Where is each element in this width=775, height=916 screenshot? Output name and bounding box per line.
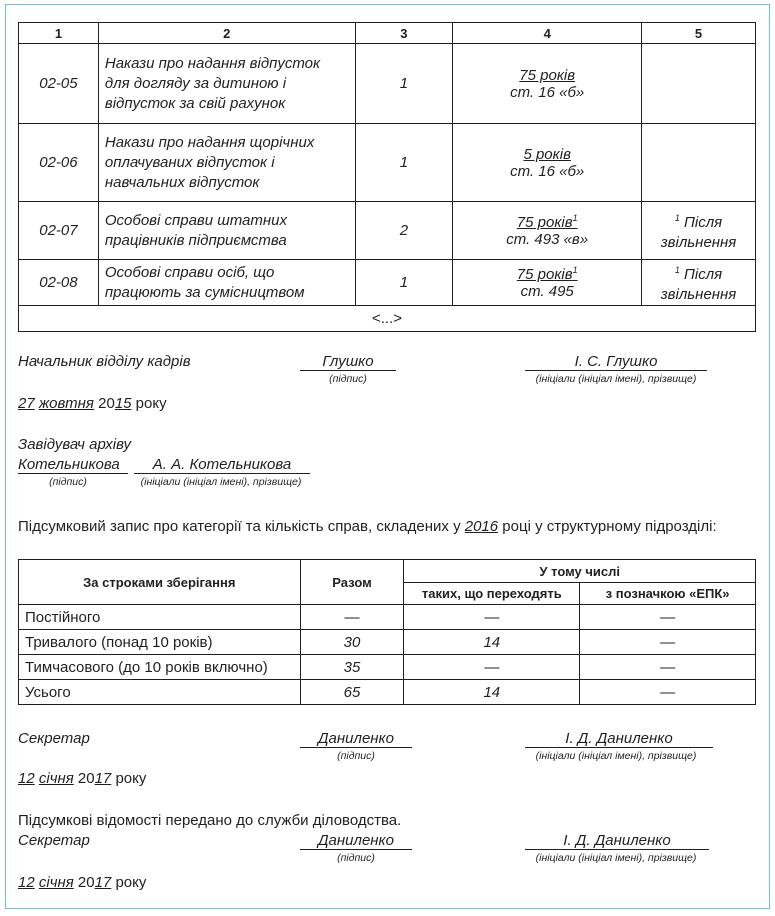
retention-term <box>453 124 642 202</box>
col-header-5: 5 <box>642 23 756 44</box>
case-index: 02-08 <box>19 260 99 306</box>
hr-head-name <box>525 353 707 371</box>
case-title: Особові справи осіб, що працюють за сумісництвом <box>98 260 355 306</box>
date-year <box>78 874 111 891</box>
name-text: І. Д. Даниленко <box>525 832 709 850</box>
row-transferring: — <box>404 605 580 630</box>
case-index: 02-07 <box>19 202 99 260</box>
archive-head-position: Завідувач архіву <box>18 436 131 453</box>
date-year-suffix: 17 <box>94 770 112 787</box>
footnote-mark: 1 <box>572 265 578 275</box>
case-index: 02-05 <box>19 44 99 124</box>
hr-head-position: Начальник відділу кадрів <box>18 353 191 370</box>
case-note <box>642 202 756 260</box>
summary-table <box>18 559 756 705</box>
col-header-2: 2 <box>98 23 355 44</box>
row-label: Тимчасового (до 10 років включно) <box>19 655 301 680</box>
retention-term <box>453 202 642 260</box>
name-text: І. Д. Даниленко <box>525 730 713 748</box>
name-text: А. А. Котельникова <box>134 456 310 474</box>
date-word: року <box>115 874 147 891</box>
date-day: 12 <box>18 770 35 787</box>
col-header-4: 4 <box>453 23 642 44</box>
case-note <box>642 44 756 124</box>
signature-text: Глушко <box>300 353 396 371</box>
row-transferring: 14 <box>404 680 580 705</box>
signature-caption: (підпис) <box>329 373 367 385</box>
case-title: Накази про надання щорічних оплачуваних відпусток і навчальних відпусток <box>98 124 355 202</box>
retention-term <box>453 44 642 124</box>
header-epk: з позначкою «ЕПК» <box>580 583 756 605</box>
date-month: жовтня <box>38 395 94 412</box>
footnote-mark: 1 <box>674 265 680 275</box>
date-year-prefix: 20 <box>98 395 115 412</box>
signature-text: Даниленко <box>300 730 412 748</box>
table-row <box>19 124 756 202</box>
term-article: ст. 495 <box>520 283 574 300</box>
term-value: 75 років <box>519 66 576 84</box>
secretary-1-position: Секретар <box>18 730 90 747</box>
case-title: Накази про надання відпусток для догляду за дитиною і відпусток за свій рахунок <box>98 44 355 124</box>
archive-head-signature <box>18 456 128 474</box>
header-transferring: таких, що переходять <box>404 583 580 605</box>
row-label: Усього <box>19 680 301 705</box>
name-caption: (ініціали (ініціал імені), прізвище) <box>535 373 697 385</box>
date-year-prefix: 20 <box>77 770 95 787</box>
hr-head-signature <box>300 353 396 371</box>
term-value-text: 75 років <box>516 214 573 231</box>
row-transferring: 14 <box>404 630 580 655</box>
row-epk: — <box>580 655 756 680</box>
date-word: року <box>115 770 147 787</box>
signature-text: Котельникова <box>18 456 128 474</box>
signature-text: Даниленко <box>300 832 412 850</box>
row-label: Тривалого (понад 10 років) <box>19 630 301 655</box>
term-article: ст. 493 «в» <box>506 231 589 248</box>
table-row <box>19 605 756 630</box>
hr-head-date <box>18 395 167 412</box>
col-header-3: 3 <box>355 23 453 44</box>
intro-after: році у структурному підрозділі: <box>502 518 717 535</box>
table-row <box>19 202 756 260</box>
table-row <box>19 44 756 124</box>
case-note <box>642 260 756 306</box>
header-row <box>19 23 756 44</box>
case-index: 02-06 <box>19 124 99 202</box>
date-month: січня <box>38 770 74 787</box>
date-year <box>98 395 131 412</box>
retention-term <box>453 260 642 306</box>
row-transferring: — <box>404 655 580 680</box>
signature-caption: (підпис) <box>49 476 87 488</box>
header-term: За строками зберігання <box>19 560 301 605</box>
name-text: І. С. Глушко <box>525 353 707 371</box>
archive-head-name <box>134 456 310 474</box>
date-year <box>78 770 111 787</box>
table-row <box>19 680 756 705</box>
row-epk: — <box>580 605 756 630</box>
name-caption: (ініціали (ініціал імені), прізвище) <box>140 476 302 488</box>
case-count: 2 <box>355 202 453 260</box>
date-year-prefix: 20 <box>77 874 95 891</box>
intro-year: 2016 <box>464 518 499 535</box>
col-header-1: 1 <box>19 23 99 44</box>
secretary-2-date <box>18 874 146 891</box>
secretary-2-name <box>525 832 709 850</box>
name-caption: (ініціали (ініціал імені), прізвище) <box>535 852 697 864</box>
ellipsis: <...> <box>19 306 756 332</box>
table-row <box>19 630 756 655</box>
case-list-table <box>18 22 756 332</box>
row-total: 30 <box>300 630 404 655</box>
transfer-note: Підсумкові відомості передано до служби діловодства. <box>18 812 402 829</box>
row-total: — <box>300 605 404 630</box>
date-year-suffix: 15 <box>114 395 132 412</box>
row-epk: — <box>580 630 756 655</box>
term-value <box>509 265 586 283</box>
case-count: 1 <box>355 44 453 124</box>
secretary-1-name <box>525 730 713 748</box>
date-day: 12 <box>18 874 35 891</box>
note-text: Після звільнення <box>660 266 737 303</box>
summary-intro <box>18 518 717 535</box>
header-row <box>19 560 756 583</box>
case-note <box>642 124 756 202</box>
table-row <box>19 655 756 680</box>
row-total: 35 <box>300 655 404 680</box>
header-including: У тому числі <box>404 560 756 583</box>
case-title: Особові справи штатних працівників підприємства <box>98 202 355 260</box>
case-count: 1 <box>355 260 453 306</box>
secretary-1-signature <box>300 730 412 748</box>
secretary-1-date <box>18 770 146 787</box>
case-count: 1 <box>355 124 453 202</box>
ellipsis-row <box>19 306 756 332</box>
footnote-mark: 1 <box>674 213 680 223</box>
header-total: Разом <box>300 560 404 605</box>
term-article: ст. 16 «б» <box>510 83 585 101</box>
term-value-text: 75 років <box>516 266 573 283</box>
footnote-mark: 1 <box>572 213 578 223</box>
row-label: Постійного <box>19 605 301 630</box>
term-article: ст. 16 «б» <box>510 162 585 180</box>
date-day: 27 <box>18 395 35 412</box>
term-value <box>509 213 586 231</box>
table-row <box>19 260 756 306</box>
date-word: року <box>135 395 167 412</box>
row-total: 65 <box>300 680 404 705</box>
row-epk: — <box>580 680 756 705</box>
term-value: 5 років <box>523 145 571 163</box>
intro-before: Підсумковий запис про категорії та кількість справ, складених у <box>18 518 461 535</box>
secretary-2-signature <box>300 832 412 850</box>
note-text: Після звільнення <box>660 214 737 251</box>
signature-caption: (підпис) <box>337 852 375 864</box>
date-month: січня <box>38 874 74 891</box>
name-caption: (ініціали (ініціал імені), прізвище) <box>535 750 697 762</box>
secretary-2-position: Секретар <box>18 832 90 849</box>
date-year-suffix: 17 <box>94 874 112 891</box>
signature-caption: (підпис) <box>337 750 375 762</box>
